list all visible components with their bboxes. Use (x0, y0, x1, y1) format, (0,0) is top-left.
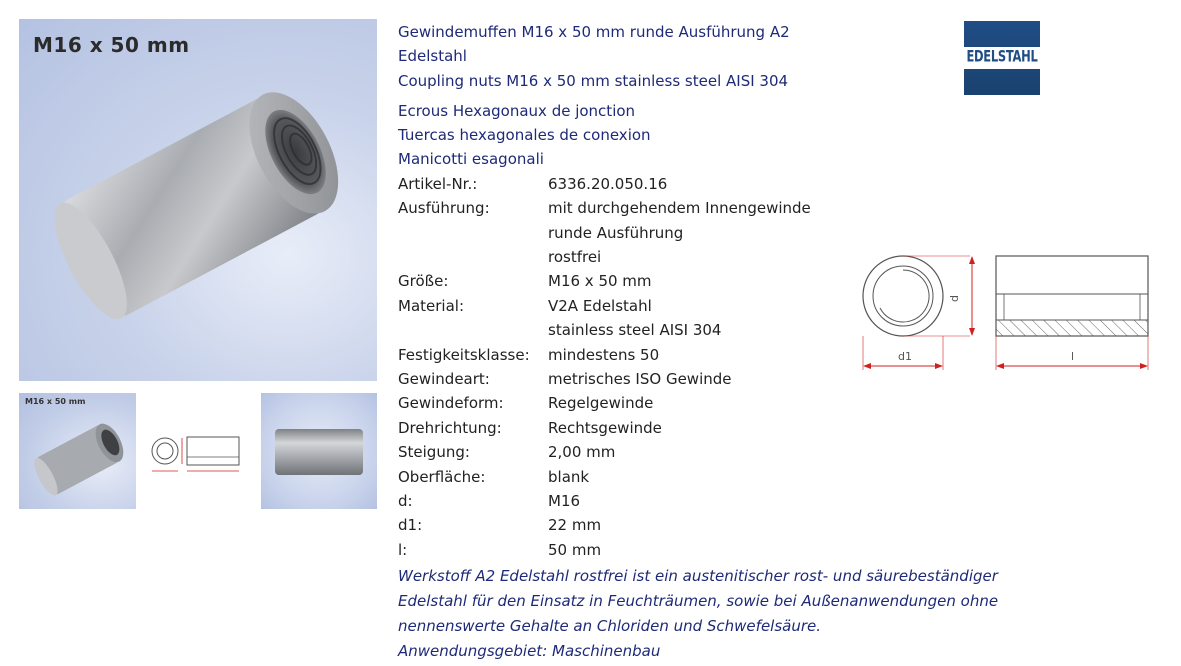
spec-value: runde Ausführung (548, 223, 684, 242)
dimension-drawing-icon (858, 248, 1158, 378)
note-line: Edelstahl für den Einsatz in Feuchträumen, sowie bei Außenanwendungen ohne (398, 592, 999, 611)
spec-value: metrisches ISO Gewinde (548, 370, 732, 389)
spec-row (398, 416, 1018, 440)
spec-label: d1: (398, 516, 423, 535)
spec-value: 2,00 mm (548, 443, 616, 462)
spec-row (398, 172, 1018, 196)
title-translations (398, 99, 1018, 172)
spec-label: d: (398, 492, 413, 511)
spec-row (398, 465, 1018, 489)
note-application: Anwendungsgebiet: Maschinenbau (398, 642, 661, 661)
title-german: Gewindemuffen M16 x 50 mm runde Ausführung A2 (398, 23, 790, 41)
thumbnail-drawing[interactable] (139, 393, 256, 509)
spec-label: Oberfläche: (398, 467, 486, 486)
spec-label: Größe: (398, 272, 449, 291)
label-l: l (1071, 350, 1075, 363)
spec-row (398, 196, 1018, 220)
spec-label: Steigung: (398, 443, 470, 462)
thumbnail-strip (19, 393, 377, 509)
spec-label (398, 318, 548, 342)
spec-label: Artikel-Nr.: (398, 174, 478, 193)
spec-value: Rechtsgewinde (548, 418, 662, 437)
spec-value: M16 (548, 492, 581, 511)
spec-label: l: (398, 540, 408, 559)
spec-row (398, 391, 1018, 415)
spec-value: M16 x 50 mm (548, 272, 652, 291)
coupling-nut-photo (19, 19, 377, 381)
label-d1: d1 (898, 350, 912, 363)
spec-label: Material: (398, 296, 464, 315)
spec-value: 6336.20.050.16 (548, 174, 668, 193)
spec-label: Gewindeart: (398, 370, 490, 389)
spec-row (398, 489, 1018, 513)
thumbnail-drawing-icon (139, 393, 256, 509)
thumbnail-caption: M16 x 50 mm (25, 397, 86, 406)
thumbnail-cylinder-icon (261, 393, 377, 509)
thumbnail-photo[interactable] (19, 393, 136, 509)
spec-value: stainless steel AISI 304 (548, 321, 722, 340)
spec-label: Gewindeform: (398, 394, 504, 413)
spec-value: mit durchgehendem Innengewinde (548, 199, 811, 218)
spec-value: 22 mm (548, 516, 602, 535)
spec-label: Ausführung: (398, 199, 490, 218)
spec-value: blank (548, 467, 590, 486)
title-block (398, 20, 1018, 93)
product-main-image (19, 19, 377, 381)
spec-label (398, 221, 548, 245)
note-line: Werkstoff A2 Edelstahl rostfrei ist ein austenitischer rost- und säurebeständiger (398, 567, 998, 586)
spec-row (398, 538, 1018, 562)
spec-value: mindestens 50 (548, 345, 660, 364)
spec-row (398, 513, 1018, 537)
title-english: Coupling nuts M16 x 50 mm stainless steel AISI 304 (398, 71, 789, 90)
note-line: nennenswerte Gehalte an Chloriden und Schwefelsäure. (398, 617, 822, 636)
spec-value: rostfrei (548, 248, 602, 266)
spec-value: V2A Edelstahl (548, 296, 652, 315)
spec-label: Drehrichtung: (398, 418, 502, 437)
spec-row (398, 221, 1018, 245)
title-german-cont: Edelstahl (398, 47, 467, 66)
edelstahl-logo (964, 21, 1040, 95)
spec-label: Festigkeitsklasse: (398, 345, 530, 364)
title-italian: Manicotti esagonali (398, 150, 544, 169)
thumbnail-side-view[interactable] (261, 393, 377, 509)
spec-value: 50 mm (548, 540, 602, 559)
technical-drawing (858, 248, 1158, 378)
title-spanish: Tuercas hexagonales de conexion (398, 126, 651, 145)
spec-row (398, 440, 1018, 464)
logo-text: EDELSTAHL (966, 46, 1038, 66)
thumbnail-nut-icon (19, 393, 136, 509)
material-note (398, 564, 1018, 664)
end-view (863, 256, 975, 370)
title-french: Ecrous Hexagonaux de jonction (398, 101, 636, 120)
image-size-label: M16 x 50 mm (33, 33, 190, 57)
side-section (996, 256, 1148, 370)
spec-label (398, 245, 548, 269)
spec-value: Regelgewinde (548, 394, 654, 413)
label-d: d (948, 295, 961, 302)
